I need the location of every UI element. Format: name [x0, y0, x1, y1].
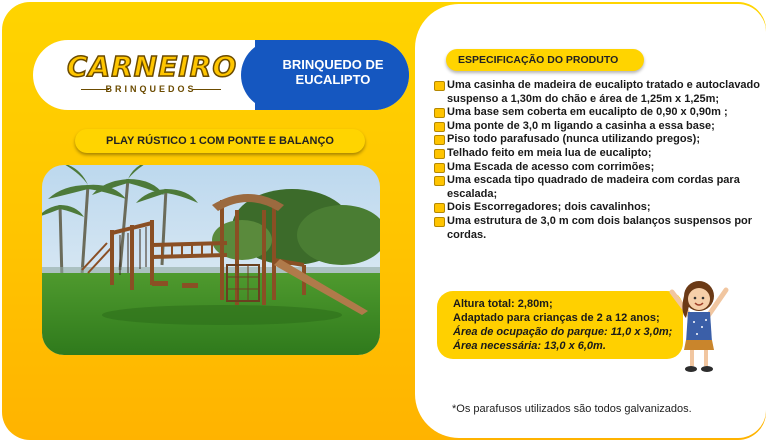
bullet-icon [434, 122, 445, 132]
list-item: Uma escada tipo quadrado de madeira com cordas para escalada; [434, 174, 764, 201]
occupation-area: Área de ocupação do parque: 11,0 x 3,0m; [453, 326, 673, 338]
brand-logo [67, 50, 238, 100]
model-label: PLAY RÚSTICO 1 COM PONTE E BALANÇO [75, 129, 365, 153]
bullet-icon [434, 176, 445, 186]
product-title [258, 57, 408, 87]
bullet-icon [434, 163, 445, 173]
spec-list [434, 79, 764, 242]
child-illustration [664, 272, 736, 374]
list-item: Piso todo parafusado (nunca utilizando pregos); [434, 133, 764, 147]
list-item: Uma base sem coberta em eucalipto de 0,90 x 0,90m ; [434, 106, 764, 120]
list-item: Uma estrutura de 3,0 m com dois balanços suspensos por cordas. [434, 215, 764, 242]
bullet-icon [434, 149, 445, 159]
bullet-icon [434, 135, 445, 145]
playground-photo [42, 165, 380, 355]
list-item: Uma Escada de acesso com corrimões; [434, 161, 764, 175]
list-item: Dois Escorregadores; dois cavalinhos; [434, 201, 764, 215]
logo-text: CARNEIRO [67, 50, 238, 83]
footnote: *Os parafusos utilizados são todos galvanizados. [452, 403, 692, 415]
bullet-icon [434, 217, 445, 227]
bullet-icon [434, 81, 445, 91]
required-area: Área necessária: 13,0 x 6,0m. [453, 340, 606, 352]
product-title-line1: BRINQUEDO DE [282, 57, 384, 72]
total-height: Altura total: 2,80m; [453, 298, 553, 310]
list-item: Uma casinha de madeira de eucalipto tratado e autoclavado suspenso a 1,30m do chão e área de 1,25m x 1,25m; [434, 79, 764, 106]
logo-subtitle: BRINQUEDOS [105, 84, 197, 94]
list-item: Telhado feito em meia lua de eucalipto; [434, 147, 764, 161]
age-range: Adaptado para crianças de 2 a 12 anos; [453, 312, 660, 324]
list-item: Uma ponte de 3,0 m ligando a casinha a essa base; [434, 120, 764, 134]
product-title-line2: EUCALIPTO [295, 72, 371, 87]
bullet-icon [434, 203, 445, 213]
spec-heading: ESPECIFICAÇÃO DO PRODUTO [446, 49, 644, 71]
bullet-icon [434, 108, 445, 118]
dimensions-summary [437, 291, 683, 359]
